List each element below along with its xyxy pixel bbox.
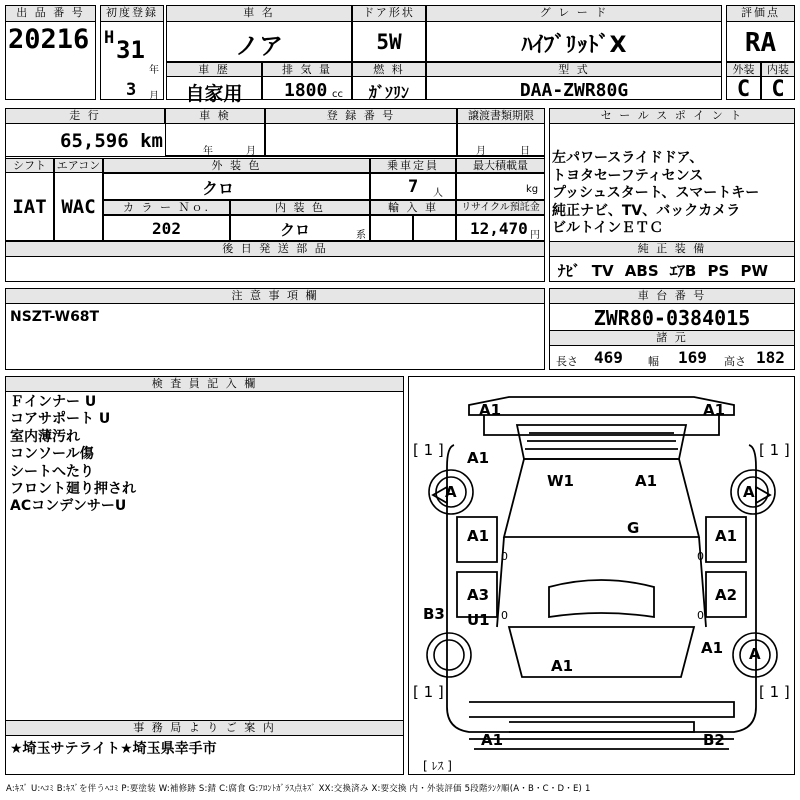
year-unit: 年 — [149, 65, 159, 76]
inspection-month-unit: 月 — [246, 146, 256, 157]
score: RA — [744, 28, 777, 58]
transfer-deadline-label: 譲渡書類期限 — [457, 108, 545, 124]
length-label: 長さ — [556, 355, 578, 368]
office-label: 事 務 局 よ り ご 案 内 — [5, 720, 404, 736]
equipment-label: 純 正 装 備 — [549, 241, 795, 257]
max-load-label: 最大積載量 — [456, 158, 545, 173]
interior-grade: C — [771, 77, 785, 102]
inspector-note: ACコンデンサーU — [10, 498, 127, 515]
interior-color-label: 内 装 色 — [230, 200, 370, 215]
inspector-label: 検 査 員 記 入 欄 — [5, 376, 404, 392]
damage-mark: A1 — [635, 472, 658, 490]
grade-label: グ レ ー ド — [426, 5, 722, 22]
divider — [5, 156, 545, 157]
car-outline — [409, 377, 794, 774]
sales-point: トヨタセーフティセンス — [552, 167, 704, 184]
damage-mark: 0 — [501, 550, 508, 563]
capacity-unit: 人 — [433, 188, 443, 199]
chassis-number: ZWR80-0384015 — [593, 306, 751, 330]
damage-mark: [ 1 ] — [759, 683, 790, 701]
inspector-note: コアサポート U — [10, 411, 111, 428]
model-code: DAA-ZWR80G — [519, 80, 629, 101]
damage-mark: A1 — [467, 527, 490, 545]
height: 182 — [756, 348, 785, 367]
history: 自家用 — [185, 83, 243, 105]
damage-mark: [ 1 ] — [413, 683, 444, 701]
damage-mark: 0 — [697, 550, 704, 563]
displacement-unit: cc — [332, 89, 343, 100]
damage-mark: A1 — [467, 449, 490, 467]
caution-text: NSZT-W68T — [10, 309, 100, 325]
damage-diagram — [408, 376, 795, 775]
height-label: 高さ — [724, 355, 746, 368]
width-label: 幅 — [648, 355, 659, 368]
door-type: 5W — [376, 30, 402, 54]
transfer-day-unit: 日 — [520, 146, 530, 157]
interior-color: クロ — [280, 221, 311, 239]
caution-label: 注 意 事 項 欄 — [5, 288, 545, 304]
ac-type: WAC — [61, 196, 96, 218]
length: 469 — [594, 348, 623, 367]
damage-mark: A1 — [551, 657, 574, 675]
damage-mark: A1 — [701, 639, 724, 657]
sales-points-label: セ ー ル ス ポ イ ン ト — [549, 108, 795, 124]
shift: IAT — [12, 196, 47, 218]
sales-point: 純正ナビ、TV、バックカメラ — [552, 202, 741, 219]
registration-number-label: 登 録 番 号 — [265, 108, 457, 124]
later-parts-label: 後 日 発 送 部 品 — [5, 241, 545, 257]
damage-mark: 0 — [697, 609, 704, 622]
lot-number: 20216 — [8, 24, 90, 55]
exterior-label: 外装 — [726, 62, 761, 77]
equipment: ﾅﾋﾞ TV ABS ｴｱB PS PW — [558, 262, 769, 280]
sales-point: プッシュスタート、スマートキー — [552, 185, 760, 201]
office-note: ★埼玉サテライト★埼玉県幸手市 — [10, 741, 217, 757]
inspection-year-unit: 年 — [203, 146, 213, 157]
color-number: 202 — [152, 219, 181, 238]
damage-mark: B3 — [423, 605, 445, 623]
damage-mark: A — [749, 645, 761, 663]
shift-label: シフト — [5, 158, 54, 173]
sales-point: ビルトインＥＴＣ — [552, 220, 664, 236]
lot-number-label: 出 品 番 号 — [5, 5, 96, 22]
model-label: 型 式 — [426, 62, 722, 77]
damage-mark: [ ﾚｽ ] — [423, 759, 452, 773]
damage-mark: W1 — [547, 472, 574, 490]
car-name-label: 車 名 — [166, 5, 352, 22]
registration-month: 3 — [126, 80, 137, 100]
damage-mark: A1 — [481, 731, 504, 749]
damage-mark: U1 — [467, 611, 490, 629]
import-cell-right — [413, 215, 456, 241]
sales-points-list — [552, 150, 759, 238]
inspector-note: シートへたり — [10, 463, 94, 480]
damage-mark: [ 1 ] — [759, 441, 790, 459]
inspector-note: Ｆインナー U — [10, 394, 97, 410]
registration-year: 31 — [116, 36, 145, 64]
ac-label: エアコン — [54, 158, 103, 173]
capacity-label: 乗車定員 — [370, 158, 456, 173]
recycle-unit: 円 — [530, 230, 540, 241]
damage-mark: G — [627, 519, 640, 537]
import-cell-left — [370, 215, 413, 241]
door-label: ドア形状 — [352, 5, 426, 22]
damage-mark: A1 — [703, 401, 726, 419]
import-label: 輸 入 車 — [370, 200, 456, 215]
fuel-label: 燃 料 — [352, 62, 426, 77]
sales-point: 左パワースライドドア、 — [552, 150, 704, 166]
displacement-label: 排 気 量 — [262, 62, 352, 77]
inspector-note: フロント廻り押され — [10, 481, 136, 498]
damage-mark: A1 — [715, 527, 738, 545]
damage-mark: A1 — [479, 401, 502, 419]
mileage-label: 走 行 — [5, 108, 165, 124]
damage-mark: 0 — [501, 609, 508, 622]
first-registration-label: 初度登録 — [100, 5, 164, 22]
fuel: ｶﾞｿﾘﾝ — [368, 83, 409, 102]
damage-mark: A — [445, 483, 457, 501]
max-load-unit: kg — [526, 184, 539, 195]
damage-mark: B2 — [703, 731, 725, 749]
exterior-color-label: 外 装 色 — [103, 158, 370, 173]
inspector-note: 室内薄汚れ — [10, 428, 80, 445]
damage-mark: A3 — [467, 586, 490, 604]
chassis-label: 車 台 番 号 — [549, 288, 795, 304]
exterior-color: クロ — [201, 179, 234, 198]
displacement: 1800 — [284, 80, 328, 101]
inspector-note: コンソール傷 — [10, 446, 94, 463]
inspection-label: 車 検 — [165, 108, 265, 124]
interior-label: 内装 — [761, 62, 795, 77]
inspector-notes — [10, 394, 136, 516]
damage-mark: A — [743, 483, 755, 501]
car-name: ノア — [235, 32, 283, 60]
interior-color-unit: 系 — [356, 230, 366, 241]
dimensions-label: 諸 元 — [549, 330, 795, 346]
width: 169 — [678, 348, 707, 367]
damage-mark: A2 — [715, 586, 738, 604]
grade: ﾊｲﾌﾞﾘｯﾄﾞX — [521, 33, 627, 58]
recycle-fee: 12,470 — [470, 219, 528, 238]
exterior-grade: C — [736, 77, 751, 102]
history-label: 車 歴 — [166, 62, 262, 77]
damage-mark: [ 1 ] — [413, 441, 444, 459]
capacity: 7 — [408, 177, 419, 197]
transfer-month-unit: 月 — [476, 146, 486, 157]
recycle-label: リサイクル預託金 — [456, 200, 545, 215]
score-label: 評価点 — [726, 5, 795, 22]
legend: A:ｷｽﾞ U:ﾍｺﾐ B:ｷｽﾞを伴うﾍｺﾐ P:要塗装 W:補修跡 S:錆 C:腐食 G:ﾌﾛﾝﾄｶﾞﾗｽ点ｷｽﾞ XX:交換済み X:要交換 内・外装評価 5段階ﾗﾝｸ順(A・B・C・D・E) 1 — [6, 784, 591, 794]
month-unit: 月 — [149, 91, 159, 102]
era: H — [104, 28, 115, 48]
color-number-label: カ ラ ー Ｎｏ. — [103, 200, 230, 215]
mileage: 65,596 km — [60, 130, 163, 152]
